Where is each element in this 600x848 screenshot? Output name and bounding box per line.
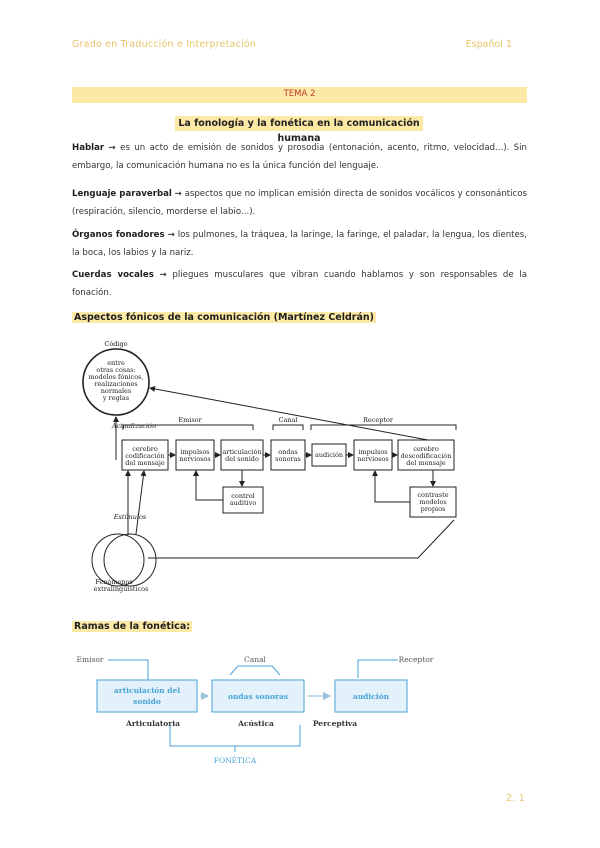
label-acustica: Acústica bbox=[238, 719, 274, 728]
box-text: control bbox=[231, 492, 255, 500]
page-subtitle: La fonología y la fonética en la comunicación humana bbox=[175, 116, 423, 131]
box-text: descodificación bbox=[400, 452, 452, 460]
definition-hablar: es un acto de emisión de sonidos y prosodia (entonación, acento, ritmo, velocidad...). Sin embargo, la comunicación humana no es la única función del lenguaje. bbox=[72, 143, 528, 171]
term-hablar: Hablar bbox=[72, 143, 105, 153]
box-text: audición bbox=[352, 692, 390, 701]
codigo-line: otras cosas: bbox=[96, 366, 136, 374]
label-estimulos: Estímulos bbox=[113, 513, 147, 521]
paragraph-organos bbox=[72, 227, 527, 262]
codigo-line: y reglas bbox=[102, 394, 130, 402]
header-subject: Español 1 bbox=[465, 39, 512, 50]
box-text: del sonido bbox=[225, 455, 259, 463]
box-articulacion-sonido bbox=[97, 680, 197, 712]
term-organos: Órganos fonadores bbox=[72, 230, 165, 240]
branches-diagram bbox=[60, 650, 460, 770]
topic-bar bbox=[72, 87, 527, 103]
term-cuerdas: Cuerdas vocales bbox=[72, 270, 154, 280]
codigo-line: normales bbox=[100, 387, 132, 395]
box-text: codificación bbox=[125, 452, 165, 460]
box-text: propios bbox=[420, 505, 446, 513]
label-articulatoria: Articulatoria bbox=[126, 719, 180, 728]
section-heading-ramas: Ramas de la fonética: bbox=[74, 621, 191, 632]
label-fonetica: FONÉTICA bbox=[213, 756, 257, 765]
box-text: del mensaje bbox=[406, 459, 446, 467]
label-emisor: Emisor bbox=[76, 655, 104, 664]
box-text: modelos bbox=[419, 498, 447, 506]
label-codigo: Código bbox=[104, 340, 128, 348]
label-fenomenos: Fenómenos bbox=[95, 578, 133, 586]
arrow-icon: → bbox=[167, 230, 175, 240]
codigo-line: realizaciones bbox=[94, 380, 138, 388]
box-text: impulsos bbox=[358, 448, 388, 456]
label-perceptiva: Perceptiva bbox=[312, 719, 358, 728]
box-text: auditivo bbox=[229, 499, 257, 507]
label-receptor: Receptor bbox=[362, 416, 394, 424]
term-paraverbal: Lenguaje paraverbal bbox=[72, 189, 172, 199]
label-emisor: Emisor bbox=[178, 416, 202, 424]
page-number: 2. 1 bbox=[505, 793, 525, 804]
box-text: nerviosos bbox=[357, 455, 389, 463]
arrow-icon: → bbox=[108, 143, 116, 153]
label-canal: Canal bbox=[244, 655, 266, 664]
communication-diagram bbox=[78, 330, 468, 588]
arrow-icon: → bbox=[174, 189, 182, 199]
box-text: cerebro bbox=[413, 445, 439, 453]
header-course: Grado en Traducción e Interpretación bbox=[72, 39, 257, 50]
paragraph-cuerdas bbox=[72, 267, 527, 302]
label-canal: Canal bbox=[278, 416, 298, 424]
box-text: audición bbox=[314, 451, 344, 459]
codigo-line: entre bbox=[107, 359, 125, 367]
paragraph-paraverbal bbox=[72, 186, 527, 221]
box-text: sonido bbox=[133, 697, 161, 706]
section-heading-aspectos: Aspectos fónicos de la comunicación (Martínez Celdrán) bbox=[74, 312, 375, 323]
box-text: impulsos bbox=[180, 448, 210, 456]
definition-organos: los pulmones, la tráquea, la laringe, la faringe, el paladar, la lengua, los dientes, la boca, los labios y la nariz. bbox=[72, 230, 528, 258]
box-text: nerviosos bbox=[179, 455, 211, 463]
label-fenomenos-2: extralingüísticos bbox=[93, 585, 149, 593]
box-text: del mensaje bbox=[125, 459, 165, 467]
topic-title: TEMA 2 bbox=[283, 89, 316, 99]
definition-paraverbal: aspectos que no implican emisión directa de sonidos vocálicos y consonánticos (respiración, silencio, morderse el labio...). bbox=[72, 189, 527, 217]
definition-cuerdas: pliegues musculares que vibran cuando hablamos y son responsables de la fonación. bbox=[72, 270, 527, 298]
box-text: contraste bbox=[417, 491, 449, 499]
box-text: ondas bbox=[278, 448, 298, 456]
codigo-line: modelos fónicos, bbox=[88, 373, 144, 381]
paragraph-hablar bbox=[72, 140, 527, 175]
box-text: cerebro bbox=[132, 445, 158, 453]
label-receptor: Receptor bbox=[398, 655, 434, 664]
arrow-icon: → bbox=[159, 270, 167, 280]
box-text: ondas sonoras bbox=[227, 692, 289, 701]
box-text: articulación del bbox=[113, 686, 181, 695]
box-text: sonoras bbox=[275, 455, 301, 463]
label-actualizacion: Actualización bbox=[111, 422, 157, 430]
box-text: articulación bbox=[222, 448, 262, 456]
